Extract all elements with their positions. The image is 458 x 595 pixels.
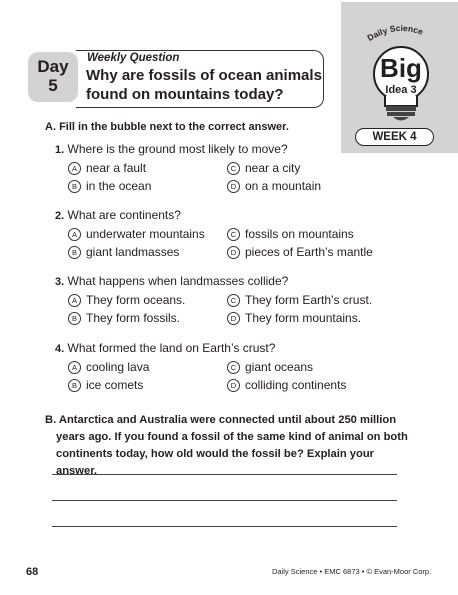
answer-text: ice comets <box>86 378 144 392</box>
section-b-line-2: years ago. If you found a fossil of the same kind of animal on both <box>56 431 408 443</box>
question-1 <box>55 142 288 156</box>
question-2 <box>55 208 181 222</box>
answer-bubble[interactable]: A <box>68 228 81 241</box>
answer-option[interactable] <box>68 378 143 392</box>
answer-text: near a city <box>245 161 301 175</box>
section-b-label: B. <box>45 414 57 426</box>
day-number: 5 <box>48 76 58 95</box>
answer-text: They form mountains. <box>245 311 362 325</box>
answer-bubble[interactable]: A <box>68 162 81 175</box>
answer-bubble[interactable]: B <box>68 246 81 259</box>
answer-bubble[interactable]: D <box>227 312 240 325</box>
answer-bubble[interactable]: A <box>68 294 81 307</box>
answer-bubble[interactable]: C <box>227 361 240 374</box>
answer-option[interactable] <box>227 311 361 325</box>
answer-text: in the ocean <box>86 179 152 193</box>
answer-option[interactable] <box>227 378 346 392</box>
answer-option[interactable] <box>227 161 300 175</box>
answer-option[interactable] <box>68 227 205 241</box>
answer-line[interactable] <box>52 500 397 501</box>
answer-line[interactable] <box>52 526 397 527</box>
answer-text: cooling lava <box>86 360 150 374</box>
answer-text: colliding continents <box>245 378 347 392</box>
answer-bubble[interactable]: D <box>227 246 240 259</box>
weekly-question-label: Weekly Question <box>87 52 180 64</box>
big-idea-big: Big <box>380 53 422 83</box>
answer-bubble[interactable]: A <box>68 361 81 374</box>
section-b-line-3: continents today, how old would the fossil be? Explain your answer. <box>56 448 375 477</box>
answer-line[interactable] <box>52 474 397 475</box>
answer-text: They form oceans. <box>86 293 186 307</box>
question-3 <box>55 274 288 288</box>
day-label: Day <box>37 57 69 76</box>
answer-text: giant landmasses <box>86 245 180 259</box>
page-number: 68 <box>26 566 39 578</box>
question-text: What formed the land on Earth’s crust? <box>67 341 276 355</box>
week-badge: WEEK 4 <box>355 128 434 146</box>
lightbulb-icon <box>341 2 458 132</box>
answer-option[interactable] <box>227 245 373 259</box>
question-number: 2. <box>55 210 65 222</box>
section-a-heading <box>45 121 289 133</box>
section-a-instruction: Fill in the bubble next to the correct answer. <box>59 121 289 133</box>
big-idea-arc-text: Daily Science <box>365 22 425 43</box>
answer-option[interactable] <box>68 161 146 175</box>
question-text: What are continents? <box>67 208 181 222</box>
answer-option[interactable] <box>68 179 151 193</box>
question-number: 3. <box>55 276 65 288</box>
question-number: 4. <box>55 343 65 355</box>
answer-text: underwater mountains <box>86 227 205 241</box>
svg-text:Daily Science <box>365 23 424 43</box>
answer-option[interactable] <box>68 245 179 259</box>
section-b-line-1: Antarctica and Australia were connected until about 250 million <box>58 414 397 426</box>
question-number: 1. <box>55 144 65 156</box>
answer-option[interactable] <box>68 311 180 325</box>
answer-bubble[interactable]: C <box>227 162 240 175</box>
answer-text: giant oceans <box>245 360 314 374</box>
answer-bubble[interactable]: D <box>227 379 240 392</box>
answer-text: pieces of Earth’s mantle <box>245 245 373 259</box>
question-text: What happens when landmasses collide? <box>67 274 289 288</box>
answer-text: They form Earth’s crust. <box>245 293 373 307</box>
section-a-label: A. <box>45 121 56 133</box>
answer-option[interactable] <box>68 293 185 307</box>
answer-text: fossils on mountains <box>245 227 354 241</box>
question-text: Where is the ground most likely to move? <box>67 142 288 156</box>
answer-bubble[interactable]: B <box>68 312 81 325</box>
answer-option[interactable] <box>227 227 354 241</box>
answer-option[interactable] <box>227 360 313 374</box>
answer-option[interactable] <box>68 360 149 374</box>
answer-option[interactable] <box>227 179 321 193</box>
answer-bubble[interactable]: C <box>227 294 240 307</box>
answer-bubble[interactable]: D <box>227 180 240 193</box>
weekly-question-line-1: Why are fossils of ocean animals <box>86 67 322 84</box>
answer-bubble[interactable]: B <box>68 379 81 392</box>
big-idea-number: Idea 3 <box>385 84 417 96</box>
answer-text: They form fossils. <box>86 311 181 325</box>
answer-text: on a mountain <box>245 179 322 193</box>
section-b-prompt <box>45 412 415 480</box>
weekly-question-line-2: found on mountains today? <box>86 86 284 103</box>
footer-credit: Daily Science • EMC 6873 • © Evan-Moor Corp. <box>272 567 432 576</box>
question-4 <box>55 341 275 355</box>
answer-text: near a fault <box>86 161 147 175</box>
answer-option[interactable] <box>227 293 372 307</box>
answer-bubble[interactable]: B <box>68 180 81 193</box>
answer-bubble[interactable]: C <box>227 228 240 241</box>
